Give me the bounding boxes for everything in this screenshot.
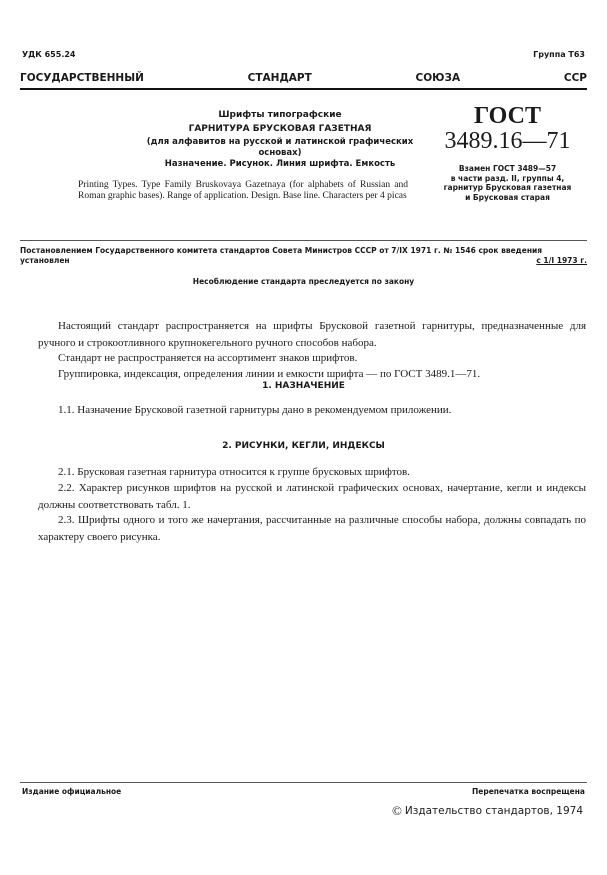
state-standard-banner bbox=[20, 72, 587, 84]
udc-code: УДК 655.24 bbox=[22, 50, 76, 59]
title-line-4: Назначение. Рисунок. Линия шрифта. Емкость bbox=[164, 159, 396, 170]
decree-established: установлен bbox=[20, 256, 70, 266]
replaces-line-2: в части разд. II, группы 4, bbox=[450, 173, 565, 183]
official-edition-label: Издание официальное bbox=[22, 787, 122, 796]
title-line-1: Шрифты типографские bbox=[218, 110, 342, 120]
reprint-prohibited-label: Перепечатка воспрещена bbox=[471, 787, 585, 796]
body-paragraph-grouping: Группировка, индексация, определения линии и емкости шрифта — по ГОСТ 3489.1—71. bbox=[58, 368, 481, 380]
replaces-note bbox=[420, 164, 595, 202]
decree-effective-date: с 1/I 1973 г. bbox=[536, 256, 587, 266]
banner-word-ussr: ССР bbox=[563, 72, 587, 84]
copyright-line bbox=[392, 804, 583, 817]
gost-designation bbox=[420, 104, 595, 202]
banner-word-state: ГОСУДАРСТВЕННЫЙ bbox=[20, 72, 144, 84]
replaces-line-3: гарнитур Брусковая газетная bbox=[443, 183, 572, 193]
clause-2-3: 2.3. Шрифты одного и того же начертания, рассчитанные на различные способы набора, должны совпадать по характеру своего рисунка. bbox=[38, 514, 586, 543]
decree-line-1: Постановлением Государственного комитета стандартов Совета Министров СССР от 7/IX 1971 г. № 1546 срок введения bbox=[20, 246, 543, 255]
title-line-3: (для алфавитов на русской и латинской графических основах) bbox=[146, 137, 414, 159]
copyright-icon: © bbox=[392, 803, 402, 818]
gost-number: 3489.16—71 bbox=[444, 128, 571, 155]
clause-1-1: 1.1. Назначение Брусковой газетной гарнитуры дано в рекомендуемом приложении. bbox=[58, 404, 452, 416]
replaces-line-4: и Брусковая старая bbox=[465, 192, 550, 202]
replaces-line-1: Взамен ГОСТ 3489—57 bbox=[458, 164, 557, 174]
section-heading-designs: 2. РИСУНКИ, КЕГЛИ, ИНДЕКСЫ bbox=[222, 441, 385, 451]
body-paragraph-scope: Настоящий стандарт распространяется на шрифты Брусковой газетной гарнитуры, предназначенные для ручного и строкоотливного крупнокегельного ручного способов набора. bbox=[38, 320, 586, 349]
gost-label: ГОСТ bbox=[474, 103, 541, 129]
decree-line-2 bbox=[20, 256, 587, 266]
english-title: Printing Types. Type Family Bruskovaya Gazetnaya (for alphabets of Russian and Roman graphic bases). Range of application. Design. Base line. Characters per 4 picas bbox=[78, 180, 408, 201]
banner-word-standard: СТАНДАРТ bbox=[247, 72, 312, 84]
body-paragraph-exclusion: Стандарт не распространяется на ассортимент знаков шрифтов. bbox=[58, 352, 358, 364]
clause-2-1: 2.1. Брусковая газетная гарнитура относится к группе брусковых шрифтов. bbox=[58, 466, 410, 478]
group-code: Группа Т63 bbox=[533, 50, 585, 59]
section-heading-purpose: 1. НАЗНАЧЕНИЕ bbox=[262, 381, 345, 391]
title-line-2: ГАРНИТУРА БРУСКОВАЯ ГАЗЕТНАЯ bbox=[188, 123, 372, 134]
legal-warning: Несоблюдение стандарта преследуется по закону bbox=[192, 277, 415, 286]
copyright-text: Издательство стандартов, 1974 bbox=[404, 804, 584, 817]
banner-word-union: СОЮЗА bbox=[415, 72, 461, 84]
decree-divider bbox=[20, 240, 587, 241]
clause-2-2: 2.2. Характер рисунков шрифтов на русской и латинской графических основах, начертание, кегли и индексы должны соответствовать табл. 1. bbox=[38, 482, 586, 511]
standard-title-block bbox=[130, 110, 430, 171]
banner-divider bbox=[20, 88, 587, 90]
footer-divider bbox=[20, 782, 587, 783]
decree-block bbox=[20, 246, 587, 266]
